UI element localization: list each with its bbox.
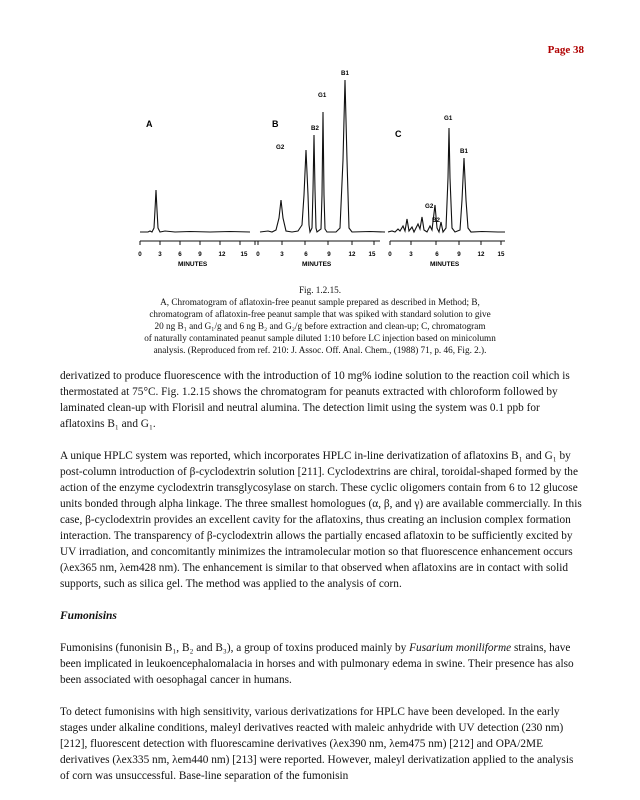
tick-label: 12: [348, 251, 356, 258]
peak-label-g1: G1: [444, 115, 453, 122]
peak-label-g2: G2: [425, 203, 434, 210]
body-text: [60, 368, 584, 800]
tick-label: 6: [178, 251, 182, 258]
chromatogram-b: [256, 70, 385, 268]
paragraph: derivatized to produce fluorescence with the introduction of 10 mg% iodine solution to the reaction coil which is thermostated at 75°C. Fig. 1.2.15 shows the chromatogram for peanuts extracted with chloroform followed by laminated clean-up with Florisil and neutral alumina. The detection limit using the system was 0.1 ppb for aflatoxins B₁ and G₁.: [60, 370, 570, 430]
figure-caption-title: Fig. 1.2.15.: [298, 285, 342, 295]
tick-label: 6: [304, 251, 308, 258]
chromatogram-b-label: B: [272, 119, 279, 129]
chromatogram-c-axis-title: MINUTES: [430, 261, 460, 268]
tick-label: 9: [327, 251, 331, 258]
tick-label: 15: [240, 251, 248, 258]
tick-label: 3: [158, 251, 162, 258]
tick-label: 6: [435, 251, 439, 258]
figure-caption-line: analysis. (Reproduced from ref. 210: J. Assoc. Off. Anal. Chem., (1988) 71, p. 46, Fig. 2.).: [153, 345, 487, 355]
species-name: Fusarium moniliforme: [409, 642, 512, 654]
peak-label-b1: B1: [460, 148, 468, 155]
figure-caption-line: of naturally contaminated peanut sample diluted 1:10 before LC injection based on minicolumn: [144, 333, 496, 343]
paragraph: [60, 640, 584, 688]
chromatogram-a-trace: [140, 190, 250, 232]
tick-label: 9: [457, 251, 461, 258]
chromatogram-a: [138, 119, 260, 268]
page-number: Page 38: [547, 44, 584, 56]
chromatogram-a-label: A: [146, 119, 153, 129]
section-heading-fumonisins: Fumonisins: [60, 610, 117, 622]
peak-label-g2: G2: [276, 144, 285, 151]
tick-label: 12: [218, 251, 226, 258]
tick-label: 15: [368, 251, 376, 258]
tick-label: 0: [138, 251, 142, 258]
tick-label: 12: [477, 251, 485, 258]
peak-label-g1: G1: [318, 92, 327, 99]
figure-caption: [112, 284, 528, 356]
paragraph: A unique HPLC system was reported, which incorporates HPLC in-line derivatization of aflatoxins B₁ and G₁ by post-column introduction of β-cyclodextrin solution [211]. Cyclodextrins are chiral, toroidal-shaped formed by the action of the enzyme cyclodextrin transglycosylase on starch. These cyclic oligomers contain from 6 to 12 glucose units bonded through alpha linkage. The three smallest homologues (α, β, and γ) are available commercially. In this case, β-cyclodextrin provides an excellent cavity for the aflatoxins, thus creating an inclusion complex formation interaction. The transparency of β-cyclodextrin allows the partially encased aflatoxin to be sufficiently excited by UV irradiation, and concomitantly minimizes the intramolecular motion so that fluorescence enhancement occurs (λex365 nm, λem428 nm). The enhancement is similar to that observed when aflatoxins are in contact with solid supports, such as silica gel. The method was applied to the analysis of corn.: [60, 450, 582, 590]
paragraph-text: strains, have been implicated in leukoencephalomalacia in horses and with pulmonary edema in swine. Their presence has also been associated with oesophagal cancer in humans.: [60, 642, 574, 686]
chromatogram-c-label: C: [395, 129, 402, 139]
tick-label: 15: [497, 251, 505, 258]
tick-label: 0: [388, 251, 392, 258]
chromatogram-figure: [0, 0, 640, 300]
peak-label-b2: B2: [432, 217, 440, 224]
chromatogram-b-axis-title: MINUTES: [302, 261, 332, 268]
paragraph-text: Fumonisins (funonisin B₁, B₂ and B₃), a group of toxins produced mainly by: [60, 642, 410, 654]
paragraph: To detect fumonisins with high sensitivity, various derivatizations for HPLC have been developed. In the early stages under alkaline conditions, maleyl derivatives reacted with maleic anhydride with UV detection (230 nm) [212], fluorescent detection with fluorescamine derivatives (λex390 nm, λem475 nm) [212] and OPA/2ME derivatives (λex335 nm, λem440 nm) [213] were reported. However, maleyl derivatization applied to the analysis of corn was unsuccessful. Base-line separation of the fumonisin: [60, 706, 574, 782]
tick-label: 3: [409, 251, 413, 258]
peak-label-b1: B1: [341, 70, 349, 77]
chromatogram-b-trace: [260, 80, 385, 232]
chromatogram-c: [388, 115, 505, 268]
peak-label-b2: B2: [311, 125, 319, 132]
chromatogram-c-trace: [388, 128, 505, 232]
figure-caption-line: 20 ng B₁ and G₁/g and 6 ng B₂ and G₂/g before extraction and clean-up; C, chromatogram: [154, 321, 486, 331]
figure-caption-line: chromatogram of aflatoxin-free peanut sample that was spiked with standard solution to give: [149, 309, 491, 319]
figure-caption-line: A, Chromatogram of aflatoxin-free peanut sample prepared as described in Method; B,: [160, 297, 480, 307]
tick-label: 3: [280, 251, 284, 258]
tick-label: 9: [198, 251, 202, 258]
tick-label: 0: [256, 251, 260, 258]
chromatogram-a-axis-title: MINUTES: [178, 261, 208, 268]
